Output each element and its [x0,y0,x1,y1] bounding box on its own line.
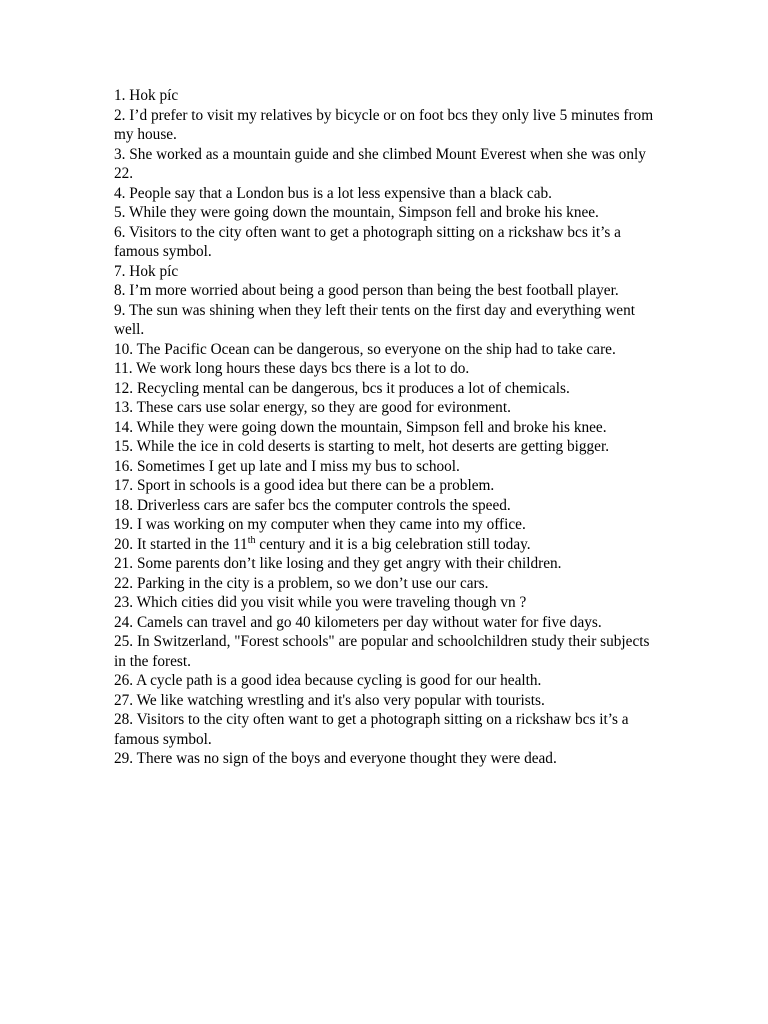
list-item: 4. People say that a London bus is a lot less expensive than a black cab. [114,184,552,202]
list-item: 14. While they were going down the mountain, Simpson fell and broke his knee. [114,418,607,436]
list-item: 1. Hok píc [114,87,179,104]
list-item: 2. I’d prefer to visit my relatives by bicycle or on foot bcs they only live 5 minutes from my house. [114,106,654,143]
list-item: 11. We work long hours these days bcs there is a lot to do. [114,360,470,377]
list-item: 3. She worked as a mountain guide and she climbed Mount Everest when she was only 22. [114,145,646,182]
list-item [114,535,659,555]
item-text: century and it is a big celebration still today. [255,535,531,553]
list-item: 29. There was no sign of the boys and everyone thought they were dead. [114,750,557,767]
list-item: 10. The Pacific Ocean can be dangerous, so everyone on the ship had to take care. [114,340,616,358]
list-item: 15. While the ice in cold deserts is starting to melt, hot deserts are getting bigger. [114,438,610,455]
list-item: 22. Parking in the city is a problem, so we don’t use our cars. [114,574,489,592]
list-item: 27. We like watching wrestling and it's also very popular with tourists. [114,691,545,709]
list-item: 23. Which cities did you visit while you were traveling though vn ? [114,594,527,611]
list-item: 17. Sport in schools is a good idea but there can be a problem. [114,477,495,494]
list-item: 16. Sometimes I get up late and I miss my bus to school. [114,457,460,475]
list-item: 7. Hok píc [114,262,179,280]
list-item: 18. Driverless cars are safer bcs the computer controls the speed. [114,496,511,514]
item-text: 20. It started in the 11 [114,535,248,553]
list-item: 6. Visitors to the city often want to get a photograph sitting on a rickshaw bcs it’s a famous symbol. [114,223,621,260]
list-item: 8. I’m more worried about being a good person than being the best football player. [114,282,619,299]
list-item: 26. A cycle path is a good idea because cycling is good for our health. [114,672,542,689]
list-item: 5. While they were going down the mountain, Simpson fell and broke his knee. [114,204,599,221]
list-item: 21. Some parents don’t like losing and they get angry with their children. [114,555,562,572]
list-item: 25. In Switzerland, "Forest schools" are popular and schoolchildren study their subjects in the forest. [114,633,650,670]
list-item: 28. Visitors to the city often want to get a photograph sitting on a rickshaw bcs it’s a famous symbol. [114,711,629,748]
list-item: 19. I was working on my computer when they came into my office. [114,516,526,533]
list-item: 13. These cars use solar energy, so they are good for evironment. [114,399,511,416]
list-item: 9. The sun was shining when they left their tents on the first day and everything went well. [114,301,635,338]
list-item: 24. Camels can travel and go 40 kilometers per day without water for five days. [114,613,602,631]
document-page [114,86,659,769]
list-item: 12. Recycling mental can be dangerous, bcs it produces a lot of chemicals. [114,379,570,397]
superscript: th [247,534,256,546]
